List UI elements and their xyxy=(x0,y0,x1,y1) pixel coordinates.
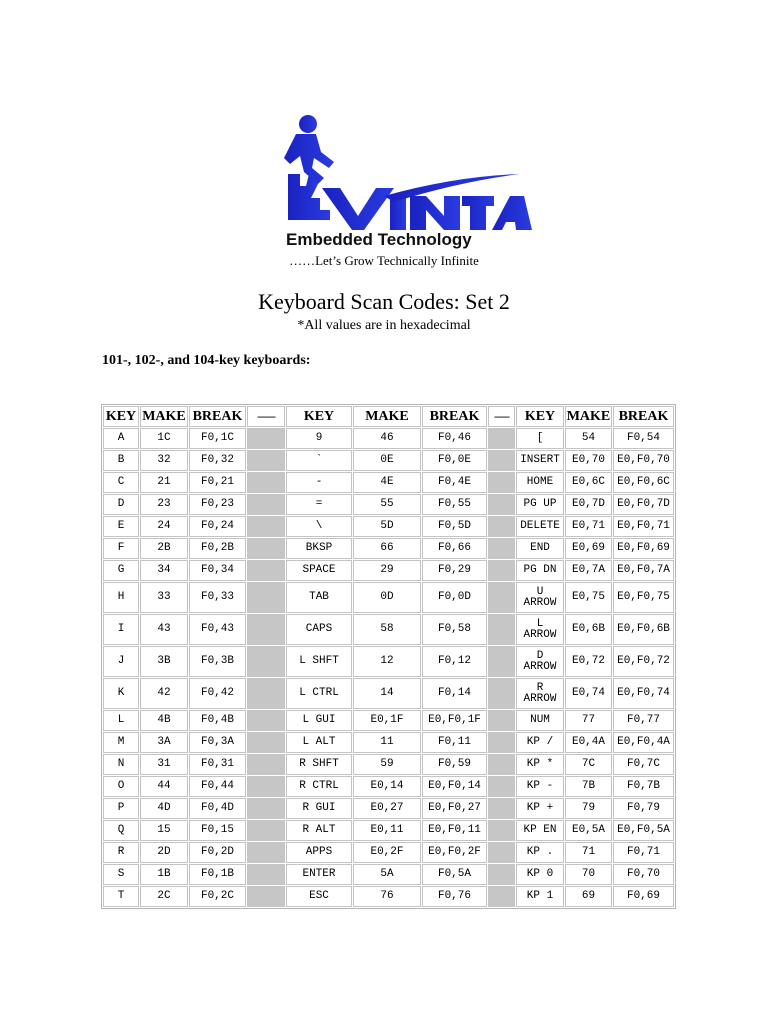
make-cell-1: 2D xyxy=(140,842,188,863)
make-cell-3: 54 xyxy=(565,428,612,449)
header-key-1: KEY xyxy=(103,406,139,427)
separator-cell xyxy=(247,560,285,581)
break-cell-2: E0,F0,14 xyxy=(422,776,487,797)
key-cell-2: L SHFT xyxy=(286,646,352,677)
break-cell-1: F0,44 xyxy=(189,776,246,797)
break-cell-3: F0,54 xyxy=(613,428,674,449)
header-make-3: MAKE xyxy=(565,406,612,427)
key-cell-2: L GUI xyxy=(286,710,352,731)
key-cell-2: \ xyxy=(286,516,352,537)
break-cell-2: F0,55 xyxy=(422,494,487,515)
break-cell-3: E0,F0,4A xyxy=(613,732,674,753)
make-cell-3: E0,71 xyxy=(565,516,612,537)
make-cell-1: 32 xyxy=(140,450,188,471)
break-cell-1: F0,2C xyxy=(189,886,246,907)
key-cell-3: END xyxy=(516,538,564,559)
key-cell-1: C xyxy=(103,472,139,493)
header-key-2: KEY xyxy=(286,406,352,427)
break-cell-2: F0,4E xyxy=(422,472,487,493)
break-cell-3: E0,F0,72 xyxy=(613,646,674,677)
key-cell-2: APPS xyxy=(286,842,352,863)
break-cell-2: F0,58 xyxy=(422,614,487,645)
key-cell-3: KP 1 xyxy=(516,886,564,907)
separator-cell xyxy=(247,820,285,841)
separator-cell xyxy=(488,864,515,885)
make-cell-2: 12 xyxy=(353,646,421,677)
break-cell-2: E0,F0,11 xyxy=(422,820,487,841)
break-cell-2: F0,66 xyxy=(422,538,487,559)
separator-cell xyxy=(488,472,515,493)
table-header-row xyxy=(103,406,674,427)
break-cell-2: F0,0D xyxy=(422,582,487,613)
make-cell-1: 44 xyxy=(140,776,188,797)
separator-cell xyxy=(247,582,285,613)
break-cell-1: F0,4B xyxy=(189,710,246,731)
key-cell-2: BKSP xyxy=(286,538,352,559)
make-cell-3: E0,6B xyxy=(565,614,612,645)
header-make-1: MAKE xyxy=(140,406,188,427)
break-cell-3: E0,F0,75 xyxy=(613,582,674,613)
make-cell-2: 5D xyxy=(353,516,421,537)
make-cell-1: 24 xyxy=(140,516,188,537)
break-cell-1: F0,42 xyxy=(189,678,246,709)
table-row xyxy=(103,472,674,493)
separator-cell xyxy=(488,754,515,775)
key-cell-3: INSERT xyxy=(516,450,564,471)
separator-cell xyxy=(247,754,285,775)
make-cell-2: 5A xyxy=(353,864,421,885)
break-cell-1: F0,3B xyxy=(189,646,246,677)
make-cell-1: 23 xyxy=(140,494,188,515)
separator-cell xyxy=(488,560,515,581)
table-row xyxy=(103,494,674,515)
make-cell-2: 4E xyxy=(353,472,421,493)
separator-cell xyxy=(488,450,515,471)
key-cell-2: - xyxy=(286,472,352,493)
key-cell-3: L ARROW xyxy=(516,614,564,645)
key-cell-3: KP 0 xyxy=(516,864,564,885)
table-row xyxy=(103,428,674,449)
separator-cell xyxy=(247,494,285,515)
key-cell-3: KP / xyxy=(516,732,564,753)
key-cell-1: H xyxy=(103,582,139,613)
break-cell-3: E0,F0,6B xyxy=(613,614,674,645)
key-cell-3: R ARROW xyxy=(516,678,564,709)
header-key-3: KEY xyxy=(516,406,564,427)
key-cell-3: NUM xyxy=(516,710,564,731)
key-cell-1: S xyxy=(103,864,139,885)
make-cell-1: 3B xyxy=(140,646,188,677)
break-cell-1: F0,23 xyxy=(189,494,246,515)
break-cell-1: F0,4D xyxy=(189,798,246,819)
header-make-2: MAKE xyxy=(353,406,421,427)
make-cell-3: E0,75 xyxy=(565,582,612,613)
table-row xyxy=(103,646,674,677)
make-cell-3: E0,74 xyxy=(565,678,612,709)
make-cell-2: 55 xyxy=(353,494,421,515)
table-row xyxy=(103,516,674,537)
break-cell-2: E0,F0,27 xyxy=(422,798,487,819)
key-cell-1: D xyxy=(103,494,139,515)
separator-cell xyxy=(488,798,515,819)
separator-cell xyxy=(488,732,515,753)
break-cell-2: F0,0E xyxy=(422,450,487,471)
separator-cell xyxy=(247,842,285,863)
key-cell-1: M xyxy=(103,732,139,753)
logo-subtitle: Embedded Technology xyxy=(286,230,472,249)
table-body xyxy=(103,428,674,907)
separator-cell xyxy=(247,472,285,493)
make-cell-3: E0,7A xyxy=(565,560,612,581)
break-cell-2: F0,5A xyxy=(422,864,487,885)
make-cell-1: 2C xyxy=(140,886,188,907)
break-cell-3: E0,F0,7A xyxy=(613,560,674,581)
break-cell-1: F0,32 xyxy=(189,450,246,471)
make-cell-3: E0,7D xyxy=(565,494,612,515)
separator-cell xyxy=(247,614,285,645)
key-cell-3: PG DN xyxy=(516,560,564,581)
separator-cell xyxy=(488,678,515,709)
make-cell-1: 33 xyxy=(140,582,188,613)
make-cell-1: 21 xyxy=(140,472,188,493)
key-cell-2: ` xyxy=(286,450,352,471)
make-cell-2: 66 xyxy=(353,538,421,559)
break-cell-2: F0,11 xyxy=(422,732,487,753)
key-cell-3: KP - xyxy=(516,776,564,797)
break-cell-3: E0,F0,5A xyxy=(613,820,674,841)
make-cell-1: 31 xyxy=(140,754,188,775)
break-cell-1: F0,24 xyxy=(189,516,246,537)
break-cell-2: F0,29 xyxy=(422,560,487,581)
key-cell-2: R SHFT xyxy=(286,754,352,775)
break-cell-1: F0,31 xyxy=(189,754,246,775)
table-row xyxy=(103,678,674,709)
make-cell-1: 1B xyxy=(140,864,188,885)
make-cell-3: E0,69 xyxy=(565,538,612,559)
make-cell-2: 59 xyxy=(353,754,421,775)
make-cell-1: 43 xyxy=(140,614,188,645)
make-cell-3: 7B xyxy=(565,776,612,797)
vinta-logo-graphic xyxy=(266,112,532,252)
make-cell-2: 46 xyxy=(353,428,421,449)
separator-cell xyxy=(488,710,515,731)
key-cell-1: G xyxy=(103,560,139,581)
key-cell-1: J xyxy=(103,646,139,677)
break-cell-3: F0,70 xyxy=(613,864,674,885)
key-cell-1: R xyxy=(103,842,139,863)
header-separator-1: ------ xyxy=(247,406,285,427)
break-cell-1: F0,15 xyxy=(189,820,246,841)
make-cell-2: E0,11 xyxy=(353,820,421,841)
make-cell-1: 42 xyxy=(140,678,188,709)
key-cell-1: A xyxy=(103,428,139,449)
key-cell-3: D ARROW xyxy=(516,646,564,677)
make-cell-2: 11 xyxy=(353,732,421,753)
make-cell-1: 3A xyxy=(140,732,188,753)
make-cell-1: 4D xyxy=(140,798,188,819)
table-row xyxy=(103,754,674,775)
break-cell-3: F0,77 xyxy=(613,710,674,731)
table-row xyxy=(103,450,674,471)
separator-cell xyxy=(488,614,515,645)
table-row xyxy=(103,732,674,753)
break-cell-2: F0,14 xyxy=(422,678,487,709)
make-cell-3: 77 xyxy=(565,710,612,731)
key-cell-2: R GUI xyxy=(286,798,352,819)
page-subtitle: *All values are in hexadecimal xyxy=(297,318,471,333)
make-cell-1: 4B xyxy=(140,710,188,731)
key-cell-2: ESC xyxy=(286,886,352,907)
separator-cell xyxy=(488,516,515,537)
key-cell-2: TAB xyxy=(286,582,352,613)
key-cell-3: KP . xyxy=(516,842,564,863)
make-cell-3: 69 xyxy=(565,886,612,907)
break-cell-3: F0,79 xyxy=(613,798,674,819)
make-cell-2: E0,27 xyxy=(353,798,421,819)
separator-cell xyxy=(247,538,285,559)
table-row xyxy=(103,538,674,559)
separator-cell xyxy=(247,798,285,819)
separator-cell xyxy=(247,428,285,449)
break-cell-3: E0,F0,74 xyxy=(613,678,674,709)
make-cell-2: 0E xyxy=(353,450,421,471)
make-cell-3: 79 xyxy=(565,798,612,819)
make-cell-3: E0,72 xyxy=(565,646,612,677)
key-cell-2: SPACE xyxy=(286,560,352,581)
break-cell-2: F0,5D xyxy=(422,516,487,537)
make-cell-3: E0,70 xyxy=(565,450,612,471)
separator-cell xyxy=(488,842,515,863)
key-cell-2: = xyxy=(286,494,352,515)
break-cell-3: E0,F0,69 xyxy=(613,538,674,559)
separator-cell xyxy=(488,538,515,559)
key-cell-3: PG UP xyxy=(516,494,564,515)
header-break-2: BREAK xyxy=(422,406,487,427)
key-cell-2: L CTRL xyxy=(286,678,352,709)
separator-cell xyxy=(247,710,285,731)
separator-cell xyxy=(247,864,285,885)
break-cell-2: E0,F0,1F xyxy=(422,710,487,731)
separator-cell xyxy=(247,732,285,753)
break-cell-2: F0,76 xyxy=(422,886,487,907)
table-row xyxy=(103,614,674,645)
make-cell-2: 29 xyxy=(353,560,421,581)
make-cell-2: E0,14 xyxy=(353,776,421,797)
separator-cell xyxy=(488,428,515,449)
table-row xyxy=(103,886,674,907)
table-row xyxy=(103,560,674,581)
separator-cell xyxy=(488,494,515,515)
separator-cell xyxy=(488,820,515,841)
make-cell-3: E0,5A xyxy=(565,820,612,841)
key-cell-3: HOME xyxy=(516,472,564,493)
header-break-3: BREAK xyxy=(613,406,674,427)
break-cell-3: E0,F0,71 xyxy=(613,516,674,537)
break-cell-1: F0,34 xyxy=(189,560,246,581)
make-cell-1: 2B xyxy=(140,538,188,559)
table-row xyxy=(103,864,674,885)
break-cell-1: F0,33 xyxy=(189,582,246,613)
key-cell-1: N xyxy=(103,754,139,775)
make-cell-2: E0,1F xyxy=(353,710,421,731)
key-cell-1: I xyxy=(103,614,139,645)
make-cell-3: E0,4A xyxy=(565,732,612,753)
separator-cell xyxy=(247,776,285,797)
table-row xyxy=(103,776,674,797)
make-cell-1: 34 xyxy=(140,560,188,581)
key-cell-3: KP * xyxy=(516,754,564,775)
separator-cell xyxy=(247,516,285,537)
table-row xyxy=(103,798,674,819)
key-cell-2: R ALT xyxy=(286,820,352,841)
make-cell-1: 15 xyxy=(140,820,188,841)
break-cell-1: F0,3A xyxy=(189,732,246,753)
make-cell-2: 0D xyxy=(353,582,421,613)
break-cell-3: E0,F0,7D xyxy=(613,494,674,515)
header-separator-2: ----- xyxy=(488,406,515,427)
key-cell-1: Q xyxy=(103,820,139,841)
break-cell-2: E0,F0,2F xyxy=(422,842,487,863)
separator-cell xyxy=(247,886,285,907)
table-row xyxy=(103,820,674,841)
key-cell-1: F xyxy=(103,538,139,559)
break-cell-1: F0,1C xyxy=(189,428,246,449)
make-cell-1: 1C xyxy=(140,428,188,449)
make-cell-3: E0,6C xyxy=(565,472,612,493)
key-cell-3: U ARROW xyxy=(516,582,564,613)
separator-cell xyxy=(247,450,285,471)
break-cell-3: E0,F0,70 xyxy=(613,450,674,471)
make-cell-2: 76 xyxy=(353,886,421,907)
break-cell-3: F0,69 xyxy=(613,886,674,907)
break-cell-1: F0,2D xyxy=(189,842,246,863)
break-cell-1: F0,21 xyxy=(189,472,246,493)
key-cell-2: R CTRL xyxy=(286,776,352,797)
key-cell-3: DELETE xyxy=(516,516,564,537)
tagline: ……Let’s Grow Technically Infinite xyxy=(289,253,479,268)
separator-cell xyxy=(488,886,515,907)
company-logo xyxy=(266,112,532,252)
key-cell-3: KP + xyxy=(516,798,564,819)
key-cell-3: [ xyxy=(516,428,564,449)
break-cell-1: F0,43 xyxy=(189,614,246,645)
key-cell-2: 9 xyxy=(286,428,352,449)
break-cell-3: F0,7B xyxy=(613,776,674,797)
table-row xyxy=(103,710,674,731)
break-cell-2: F0,12 xyxy=(422,646,487,677)
key-cell-1: P xyxy=(103,798,139,819)
make-cell-2: 58 xyxy=(353,614,421,645)
make-cell-3: 71 xyxy=(565,842,612,863)
break-cell-3: F0,71 xyxy=(613,842,674,863)
break-cell-3: F0,7C xyxy=(613,754,674,775)
separator-cell xyxy=(488,582,515,613)
key-cell-2: L ALT xyxy=(286,732,352,753)
separator-cell xyxy=(488,646,515,677)
separator-cell xyxy=(247,646,285,677)
make-cell-3: 7C xyxy=(565,754,612,775)
scan-code-table xyxy=(101,404,676,909)
header-break-1: BREAK xyxy=(189,406,246,427)
key-cell-1: T xyxy=(103,886,139,907)
make-cell-3: 70 xyxy=(565,864,612,885)
break-cell-2: F0,59 xyxy=(422,754,487,775)
break-cell-2: F0,46 xyxy=(422,428,487,449)
break-cell-3: E0,F0,6C xyxy=(613,472,674,493)
separator-cell xyxy=(247,678,285,709)
key-cell-3: KP EN xyxy=(516,820,564,841)
make-cell-2: 14 xyxy=(353,678,421,709)
break-cell-1: F0,1B xyxy=(189,864,246,885)
page-title: Keyboard Scan Codes: Set 2 xyxy=(258,289,510,314)
separator-cell xyxy=(488,776,515,797)
make-cell-2: E0,2F xyxy=(353,842,421,863)
key-cell-1: B xyxy=(103,450,139,471)
key-cell-1: L xyxy=(103,710,139,731)
break-cell-1: F0,2B xyxy=(189,538,246,559)
key-cell-2: ENTER xyxy=(286,864,352,885)
section-heading: 101-, 102-, and 104-key keyboards: xyxy=(102,353,311,368)
key-cell-1: O xyxy=(103,776,139,797)
table-row xyxy=(103,842,674,863)
key-cell-1: K xyxy=(103,678,139,709)
table-row xyxy=(103,582,674,613)
key-cell-2: CAPS xyxy=(286,614,352,645)
key-cell-1: E xyxy=(103,516,139,537)
